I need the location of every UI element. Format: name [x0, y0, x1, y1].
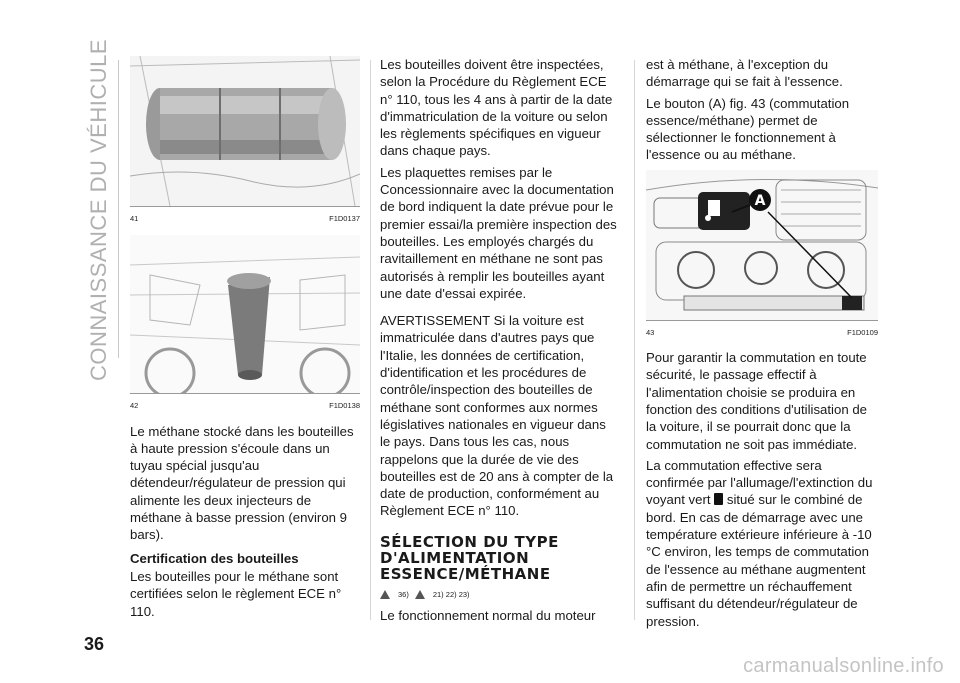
warning-paragraph: AVERTISSEMENT Si la voiture est immatriculée dans d'autres pays que l'Italie, les données de certification, d'identification et les procédures de contrôle/inspection des bouteilles de méthane sont conformes aux normes législatives nationales en vigueur dans le pays. Dans tous les cas, nous rappelons que la durée de vie des bouteilles est de 20 ans à compter de la date de production, conformément au Règlement ECE n° 110.: [380, 313, 614, 519]
figure-42-image: [130, 235, 360, 394]
figure-43-caption: 43 F1D0109: [646, 327, 878, 337]
figure-41-caption: 41 F1D0137: [130, 214, 360, 223]
body-paragraph: Pour garantir la commutation en toute sécurité, le passage effectif à l'alimentation choisie se produira en fonction des conditions d'utilisation de la voiture, il se pourrait donc que la commutation ne soit pas immédiate.: [646, 350, 867, 452]
body-paragraph: Le fonctionnement normal du moteur: [380, 608, 596, 624]
warning-icon: [380, 590, 390, 599]
subheading-certification: Certification des bouteilles: [130, 550, 299, 566]
reference-marks: 36) 21) 22) 23): [380, 586, 618, 603]
sidebar-divider: [118, 60, 119, 358]
callout-label: A: [754, 192, 766, 209]
body-paragraph: est à méthane, à l'exception du démarrage qui se fait à l'essence.: [646, 57, 843, 90]
section-title: SÉLECTION DU TYPE D'ALIMENTATION ESSENCE/MÉTHANE: [380, 532, 559, 583]
column-divider: [370, 60, 371, 620]
figure-41-image: [130, 56, 360, 207]
fuel-pump-icon: [714, 493, 723, 505]
page-number: 36: [84, 634, 105, 654]
column-3: [646, 56, 878, 634]
sidebar-title: CONNAISSANCE DU VÉHICULE: [86, 38, 111, 382]
body-paragraph: Les bouteilles pour le méthane sont certifiées selon le règlement ECE n° 110.: [130, 568, 342, 619]
caution-icon: [415, 590, 425, 599]
figure-43-image: [646, 170, 878, 321]
figure-42-caption: 42 F1D0138: [130, 401, 360, 411]
body-paragraph: La commutation effective sera confirmée par l'allumage/l'extinction du voyant vert situé sur le combiné de bord. En cas de démarrage avec une température extérieure inférieure à -10 °C environ, les temps de commutation de l'essence au méthane augmentent afin de permettre un réchauffement suffisant du détendeur/régulateur de pression.: [646, 457, 873, 629]
body-paragraph: Les bouteilles doivent être inspectées, selon la Procédure du Règlement ECE n° 110, tous les 4 ans à partir de la date d'immatriculation de la voiture ou selon les règlements spécifiques en vigueur dans chaque pays.: [380, 57, 613, 159]
watermark: carmanualsonline.info: [743, 655, 944, 677]
body-paragraph: Les plaquettes remises par le Concessionnaire avec la documentation de bord indiquent la date prévue pour le premier essai/la première inspection des bouteilles. Les employés chargés du ravitaillement en méthane ne sont pas autorisés à remplir les bouteilles ayant une date d'essai expirée.: [380, 164, 617, 301]
column-divider: [634, 60, 635, 620]
body-paragraph: Le bouton (A) fig. 43 (commutation essence/méthane) permet de sélectionner le fonctionnement à l'essence ou au méthane.: [646, 95, 850, 163]
column-2: [380, 56, 618, 628]
body-paragraph: Le méthane stocké dans les bouteilles à haute pression s'écoule dans un tuyau spécial jusqu'au détendeur/régulateur de pression qui alimente les deux injecteurs de méthane à basse pression (environ 9 bars).: [130, 423, 354, 543]
column-1: [130, 56, 360, 624]
